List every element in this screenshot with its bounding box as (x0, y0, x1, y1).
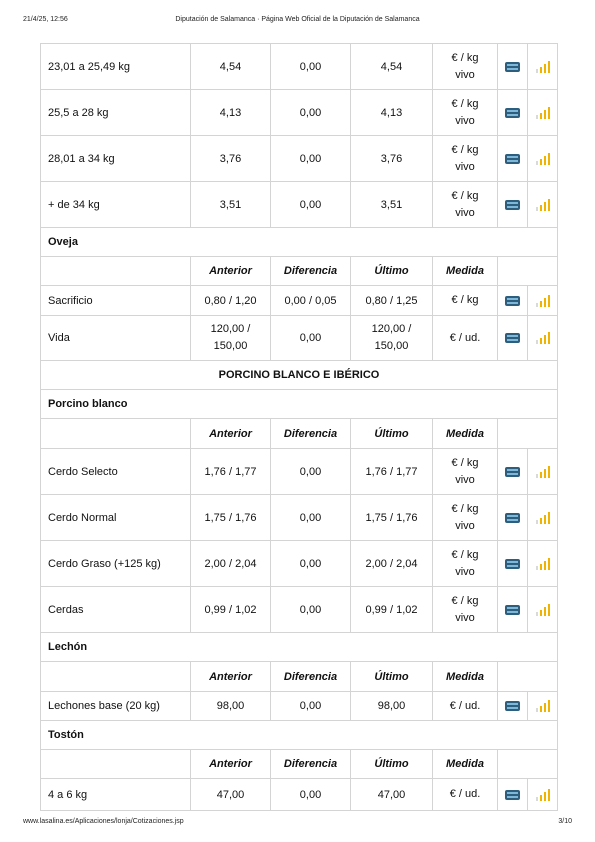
value-ultimo: 0,99 / 1,02 (351, 587, 433, 633)
scroll-icon[interactable] (505, 605, 520, 615)
column-header-blank (41, 750, 191, 779)
column-header-diferencia: Diferencia (271, 662, 351, 692)
chart-cell[interactable] (528, 495, 558, 541)
medida-qualifier: vivo (455, 611, 475, 624)
value-anterior: 3,76 (191, 136, 271, 182)
column-header-actions (498, 257, 558, 286)
column-header-actions (498, 750, 558, 779)
value-anterior: 1,75 / 1,76 (191, 495, 271, 541)
chart-cell[interactable] (528, 587, 558, 633)
value-medida: € / ud. (433, 692, 498, 721)
scroll-icon[interactable] (505, 701, 520, 711)
medida-qualifier: vivo (455, 473, 475, 486)
value-ultimo: 1,76 / 1,77 (351, 449, 433, 495)
subsection-row (41, 390, 558, 419)
value-medida: € / kg (433, 286, 498, 316)
detail-cell[interactable] (498, 90, 528, 136)
medida-unit: € / kg (451, 502, 479, 515)
value-ultimo: 98,00 (351, 692, 433, 721)
value-ultimo: 1,75 / 1,76 (351, 495, 433, 541)
product-name: Cerdas (41, 587, 191, 633)
print-page-title: Diputación de Salamanca · Página Web Oficial de la Diputación de Salamanca (175, 16, 420, 23)
medida-unit: € / kg (451, 594, 479, 607)
scroll-icon[interactable] (505, 559, 520, 569)
value-diferencia: 0,00 / 0,05 (271, 286, 351, 316)
column-header-ultimo: Último (351, 662, 433, 692)
chart-cell[interactable] (528, 692, 558, 721)
value-anterior: 2,00 / 2,04 (191, 541, 271, 587)
value-part: 150,00 (213, 340, 248, 352)
chart-cell[interactable] (528, 182, 558, 228)
value-anterior: 98,00 (191, 692, 271, 721)
bar-chart-icon[interactable] (536, 332, 550, 344)
bar-chart-icon[interactable] (536, 295, 550, 307)
scroll-icon[interactable] (505, 467, 520, 477)
scroll-icon[interactable] (505, 513, 520, 523)
table-row (41, 495, 558, 541)
value-anterior: 4,54 (191, 44, 271, 90)
subsection-title-lechon: Lechón (41, 633, 558, 662)
medida-qualifier: vivo (455, 565, 475, 578)
value-medida (433, 136, 498, 182)
bar-chart-icon[interactable] (536, 107, 550, 119)
value-ultimo: 4,13 (351, 90, 433, 136)
value-anterior: 47,00 (191, 779, 271, 811)
detail-cell[interactable] (498, 286, 528, 316)
value-medida: € / ud. (433, 316, 498, 361)
value-diferencia: 0,00 (271, 449, 351, 495)
bar-chart-icon[interactable] (536, 466, 550, 478)
chart-cell[interactable] (528, 449, 558, 495)
value-diferencia: 0,00 (271, 779, 351, 811)
bar-chart-icon[interactable] (536, 61, 550, 73)
value-medida: € / ud. (433, 779, 498, 811)
chart-cell[interactable] (528, 316, 558, 361)
medida-qualifier: vivo (455, 206, 475, 219)
section-title: PORCINO BLANCO E IBÉRICO (41, 361, 558, 390)
table-row (41, 136, 558, 182)
subsection-title-toston: Tostón (41, 721, 558, 750)
table-row (41, 44, 558, 90)
bar-chart-icon[interactable] (536, 789, 550, 801)
medida-unit: € / kg (451, 189, 479, 202)
value-diferencia: 0,00 (271, 541, 351, 587)
table-row (41, 449, 558, 495)
column-header-medida: Medida (433, 750, 498, 779)
detail-cell[interactable] (498, 449, 528, 495)
medida-unit: € / kg (451, 143, 479, 156)
price-table (40, 43, 558, 811)
detail-cell[interactable] (498, 495, 528, 541)
column-header-diferencia: Diferencia (271, 750, 351, 779)
column-header-anterior: Anterior (191, 419, 271, 449)
value-anterior: 1,76 / 1,77 (191, 449, 271, 495)
scroll-icon[interactable] (505, 296, 520, 306)
column-header-blank (41, 662, 191, 692)
value-diferencia: 0,00 (271, 136, 351, 182)
value-medida (433, 90, 498, 136)
chart-cell[interactable] (528, 286, 558, 316)
bar-chart-icon[interactable] (536, 199, 550, 211)
page-number: 3/10 (558, 818, 572, 825)
bar-chart-icon[interactable] (536, 153, 550, 165)
table-row (41, 541, 558, 587)
subsection-row (41, 228, 558, 257)
column-header-row (41, 419, 558, 449)
value-medida (433, 44, 498, 90)
value-anterior (191, 316, 271, 361)
column-header-blank (41, 419, 191, 449)
value-medida (433, 495, 498, 541)
column-header-diferencia: Diferencia (271, 419, 351, 449)
column-header-medida: Medida (433, 662, 498, 692)
column-header-blank (41, 257, 191, 286)
section-row (41, 361, 558, 390)
column-header-row (41, 750, 558, 779)
chart-cell[interactable] (528, 136, 558, 182)
product-name: Sacrificio (41, 286, 191, 316)
product-name: 25,5 a 28 kg (41, 90, 191, 136)
detail-cell[interactable] (498, 182, 528, 228)
print-date: 21/4/25, 12:56 (23, 16, 68, 23)
scroll-icon[interactable] (505, 108, 520, 118)
value-anterior: 3,51 (191, 182, 271, 228)
product-name: Cerdo Normal (41, 495, 191, 541)
detail-cell[interactable] (498, 44, 528, 90)
product-name: Cerdo Graso (+125 kg) (41, 541, 191, 587)
column-header-actions (498, 662, 558, 692)
medida-unit: € / kg (451, 97, 479, 110)
scroll-icon[interactable] (505, 154, 520, 164)
subsection-title-porcino-blanco: Porcino blanco (41, 390, 558, 419)
value-ultimo: 0,80 / 1,25 (351, 286, 433, 316)
column-header-medida: Medida (433, 419, 498, 449)
value-anterior: 0,99 / 1,02 (191, 587, 271, 633)
chart-cell[interactable] (528, 90, 558, 136)
value-medida (433, 449, 498, 495)
value-medida (433, 587, 498, 633)
value-diferencia: 0,00 (271, 182, 351, 228)
product-name: Lechones base (20 kg) (41, 692, 191, 721)
medida-qualifier: vivo (455, 68, 475, 81)
detail-cell[interactable] (498, 136, 528, 182)
value-anterior: 0,80 / 1,20 (191, 286, 271, 316)
column-header-row (41, 257, 558, 286)
column-header-anterior: Anterior (191, 750, 271, 779)
product-name: Vida (41, 316, 191, 361)
column-header-anterior: Anterior (191, 257, 271, 286)
column-header-diferencia: Diferencia (271, 257, 351, 286)
product-name: + de 34 kg (41, 182, 191, 228)
column-header-row (41, 662, 558, 692)
medida-unit: € / kg (451, 456, 479, 469)
value-ultimo: 2,00 / 2,04 (351, 541, 433, 587)
detail-cell[interactable] (498, 316, 528, 361)
product-name: 4 a 6 kg (41, 779, 191, 811)
value-diferencia: 0,00 (271, 316, 351, 361)
bar-chart-icon[interactable] (536, 700, 550, 712)
detail-cell[interactable] (498, 587, 528, 633)
value-ultimo (351, 316, 433, 361)
value-diferencia: 0,00 (271, 495, 351, 541)
value-part: 150,00 (374, 340, 409, 352)
medida-unit: € / kg (451, 548, 479, 561)
chart-cell[interactable] (528, 541, 558, 587)
bar-chart-icon[interactable] (536, 558, 550, 570)
table-row (41, 779, 558, 811)
table-row (41, 316, 558, 361)
chart-cell[interactable] (528, 779, 558, 811)
medida-qualifier: vivo (455, 519, 475, 532)
column-header-actions (498, 419, 558, 449)
product-name: Cerdo Selecto (41, 449, 191, 495)
value-ultimo: 4,54 (351, 44, 433, 90)
detail-cell[interactable] (498, 779, 528, 811)
product-name: 28,01 a 34 kg (41, 136, 191, 182)
table-row (41, 286, 558, 316)
column-header-ultimo: Último (351, 419, 433, 449)
column-header-ultimo: Último (351, 750, 433, 779)
medida-qualifier: vivo (455, 114, 475, 127)
value-diferencia: 0,00 (271, 44, 351, 90)
subsection-title-oveja: Oveja (41, 228, 558, 257)
value-diferencia: 0,00 (271, 692, 351, 721)
detail-cell[interactable] (498, 692, 528, 721)
value-diferencia: 0,00 (271, 90, 351, 136)
value-medida (433, 182, 498, 228)
detail-cell[interactable] (498, 541, 528, 587)
print-url: www.lasalina.es/Aplicaciones/lonja/Cotizaciones.jsp (23, 818, 184, 825)
value-ultimo: 47,00 (351, 779, 433, 811)
scroll-icon[interactable] (505, 790, 520, 800)
value-ultimo: 3,76 (351, 136, 433, 182)
value-ultimo: 3,51 (351, 182, 433, 228)
value-part: 120,00 / (210, 323, 251, 335)
medida-unit: € / kg (451, 51, 479, 64)
value-diferencia: 0,00 (271, 587, 351, 633)
scroll-icon[interactable] (505, 62, 520, 72)
table-row (41, 692, 558, 721)
scroll-icon[interactable] (505, 333, 520, 343)
table-row (41, 182, 558, 228)
bar-chart-icon[interactable] (536, 512, 550, 524)
bar-chart-icon[interactable] (536, 604, 550, 616)
product-name: 23,01 a 25,49 kg (41, 44, 191, 90)
table-row (41, 587, 558, 633)
subsection-row (41, 721, 558, 750)
value-anterior: 4,13 (191, 90, 271, 136)
value-medida (433, 541, 498, 587)
column-header-anterior: Anterior (191, 662, 271, 692)
medida-qualifier: vivo (455, 160, 475, 173)
scroll-icon[interactable] (505, 200, 520, 210)
subsection-row (41, 633, 558, 662)
chart-cell[interactable] (528, 44, 558, 90)
column-header-ultimo: Último (351, 257, 433, 286)
column-header-medida: Medida (433, 257, 498, 286)
table-row (41, 90, 558, 136)
value-part: 120,00 / (371, 323, 412, 335)
